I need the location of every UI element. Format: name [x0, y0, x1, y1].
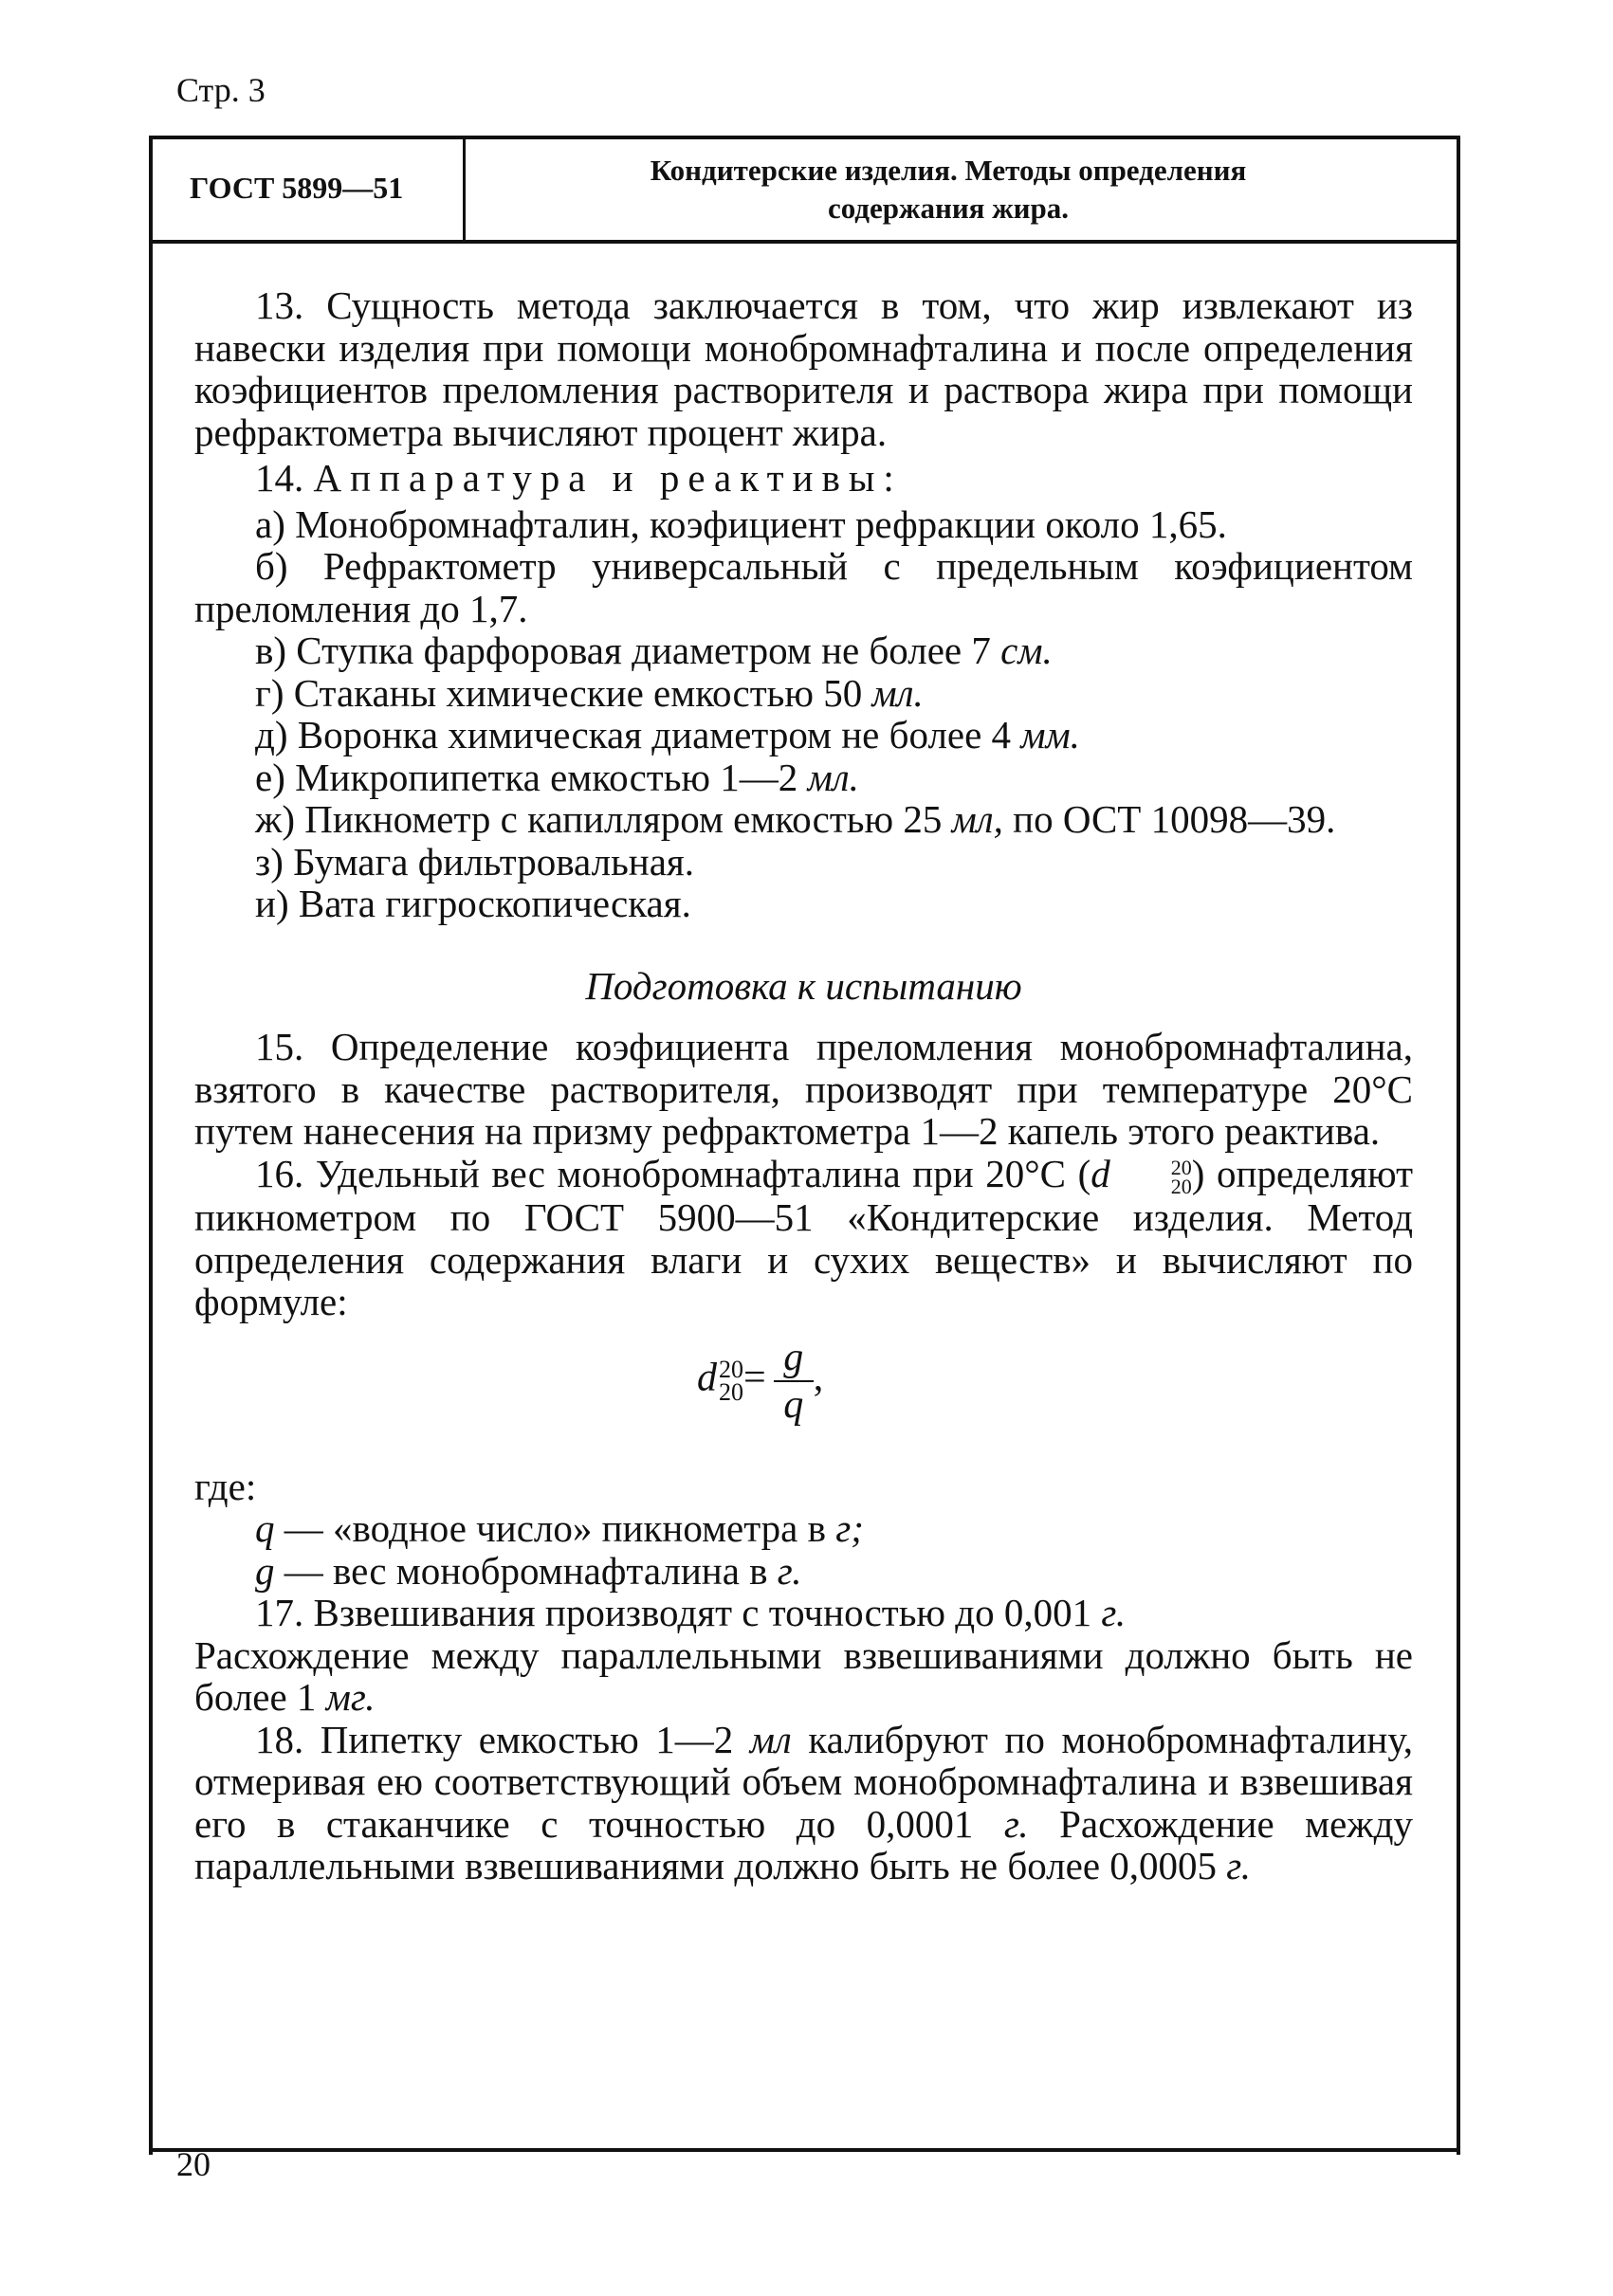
- paragraph-16-text-a: 16. Удельный вес монобромнафталина при 20°С (: [255, 1151, 1091, 1195]
- paragraph-17-text: 17. Взвешивания производят с точностью до 0,001: [255, 1591, 1092, 1635]
- item-b: б) Рефрактометр универсальный с предельным коэфициентом преломления до 1,7.: [194, 544, 1413, 630]
- formula-numerator: g: [783, 1335, 804, 1379]
- density-superscript: 20: [1170, 1156, 1192, 1180]
- formula-subscript: 20: [719, 1377, 743, 1406]
- density-symbol: d: [1091, 1151, 1110, 1195]
- definition-g-unit: г.: [777, 1548, 802, 1593]
- fraction-bar: [774, 1380, 814, 1382]
- formula-comma: ,: [813, 1356, 824, 1400]
- paragraph-18-unit-2: г.: [1003, 1801, 1029, 1846]
- paragraph-16: [194, 1153, 1413, 1323]
- paragraph-18: [194, 1719, 1413, 1887]
- item-g-text: г) Стаканы химические емкостью 50: [255, 670, 863, 715]
- title-line-1: Кондитерские изделия. Методы определения: [650, 154, 1247, 187]
- item-zh-text: ж) Пикнометр с капилляром емкостью 25: [255, 797, 943, 841]
- paragraph-17-unit: г.: [1101, 1591, 1127, 1635]
- definition-g-text: — вес монобромнафталина в: [274, 1548, 778, 1593]
- paragraph-18-unit-3: г.: [1226, 1844, 1251, 1888]
- definition-q-text: — «водное число» пикнометра в: [274, 1506, 836, 1551]
- item-v-text: в) Ступка фарфоровая диаметром не более 7: [255, 629, 991, 672]
- page-number: 20: [176, 2145, 211, 2183]
- body-text: [194, 284, 1413, 1887]
- item-d-unit: мм.: [1020, 713, 1080, 756]
- item-e-text: е) Микропипетка емкостью 1—2: [255, 755, 798, 799]
- section-heading: Подготовка к испытанию: [585, 963, 1022, 1008]
- page-label: Стр. 3: [176, 71, 266, 109]
- density-subscript: 20: [1170, 1175, 1192, 1199]
- item-i: и) Вата гигроскопическая.: [255, 882, 691, 925]
- paragraph-18-text-c: Расхождение между параллельными взвешиваниями должно быть не более 0,0005: [194, 1801, 1413, 1888]
- paragraph-18-text-a: 18. Пипетку емкостью 1—2: [255, 1717, 734, 1761]
- paragraph-14: [194, 457, 1413, 500]
- paragraph-14-colon: :: [883, 456, 894, 500]
- definition-g-symbol: g: [255, 1548, 275, 1593]
- density-indices: [1110, 1156, 1192, 1199]
- paragraph-17-deviation-unit: мг.: [325, 1675, 376, 1720]
- footer-rule: [149, 2148, 1460, 2152]
- title-line-2: содержания жира.: [827, 191, 1070, 225]
- paragraph-17-deviation: Расхождение между параллельными взвешиваниями должно быть не более 1: [194, 1632, 1413, 1720]
- formula-superscript: 20: [719, 1355, 743, 1383]
- paragraph-16-text-b: ) определяют пикнометром по ГОСТ 5900—51 «Кондитерские изделия. Метод определения содержания влаги и сухих веществ» и вычисляют по формуле:: [194, 1151, 1413, 1324]
- item-v-unit: см.: [1000, 629, 1053, 672]
- frame-left-border: [149, 136, 153, 2155]
- paragraph-13: 13. Сущность метода заключается в том, что жир извлекают из навески изделия при помощи монобромнафталина и после определения коэфициентов преломления растворителя и раствора жира при помощи рефрактометра вычисляют процент жира.: [194, 283, 1413, 454]
- paragraph-14-heading: Аппаратура и реактивы: [313, 456, 884, 500]
- formula-denominator: q: [783, 1382, 804, 1427]
- item-d: [194, 714, 1413, 756]
- paragraph-17-line2: [194, 1634, 1413, 1719]
- density-formula: [697, 1337, 823, 1426]
- header-bottom-rule: [149, 240, 1460, 244]
- formula-symbol: d: [697, 1356, 717, 1400]
- item-g-unit: мл.: [871, 670, 924, 715]
- definition-q-unit: г;: [835, 1506, 864, 1551]
- paragraph-18-unit-1: мл: [749, 1717, 792, 1761]
- item-v: [194, 629, 1413, 672]
- formula-equals: =: [743, 1356, 766, 1400]
- item-zh-unit: мл,: [951, 797, 1003, 841]
- formula-fraction: [774, 1337, 814, 1426]
- header-divider: [463, 136, 466, 240]
- item-a: а) Монобромнафталин, коэфициент рефракции около 1,65.: [255, 501, 1227, 546]
- item-zh: [194, 798, 1413, 841]
- item-e-unit: мл.: [807, 755, 859, 799]
- definition-q: [194, 1507, 1413, 1550]
- item-z: з) Бумага фильтровальная.: [255, 839, 695, 884]
- header-top-rule: [149, 136, 1460, 139]
- frame-right-border: [1457, 136, 1460, 2155]
- item-d-text: д) Воронка химическая диаметром не более 4: [255, 713, 1012, 756]
- where-label: где:: [194, 1464, 257, 1508]
- paragraph-18-text-b: калибруют по монобромнафталину, отмеривая ею соответствующий объем монобромнафталина и взвешивая его в стаканчике с точностью до 0,0001: [194, 1717, 1414, 1846]
- item-g: [194, 672, 1413, 715]
- paragraph-14-number: 14.: [255, 456, 304, 500]
- formula-block: [194, 1323, 1413, 1466]
- item-e: [194, 756, 1413, 799]
- gost-id: ГОСТ 5899—51: [190, 171, 404, 205]
- document-title: [474, 152, 1422, 228]
- formula-indices: [719, 1355, 743, 1406]
- paragraph-15: 15. Определение коэфициента преломления монобромнафталина, взятого в качестве растворителя, производят при температуре 20°С путем нанесения на призму рефрактометра 1—2 капель этого реактива.: [194, 1025, 1413, 1153]
- paragraph-17: [194, 1592, 1413, 1634]
- definition-g: [194, 1550, 1413, 1593]
- item-zh-reference: по ОСТ 10098—39.: [1013, 797, 1336, 841]
- definition-q-symbol: q: [255, 1506, 275, 1551]
